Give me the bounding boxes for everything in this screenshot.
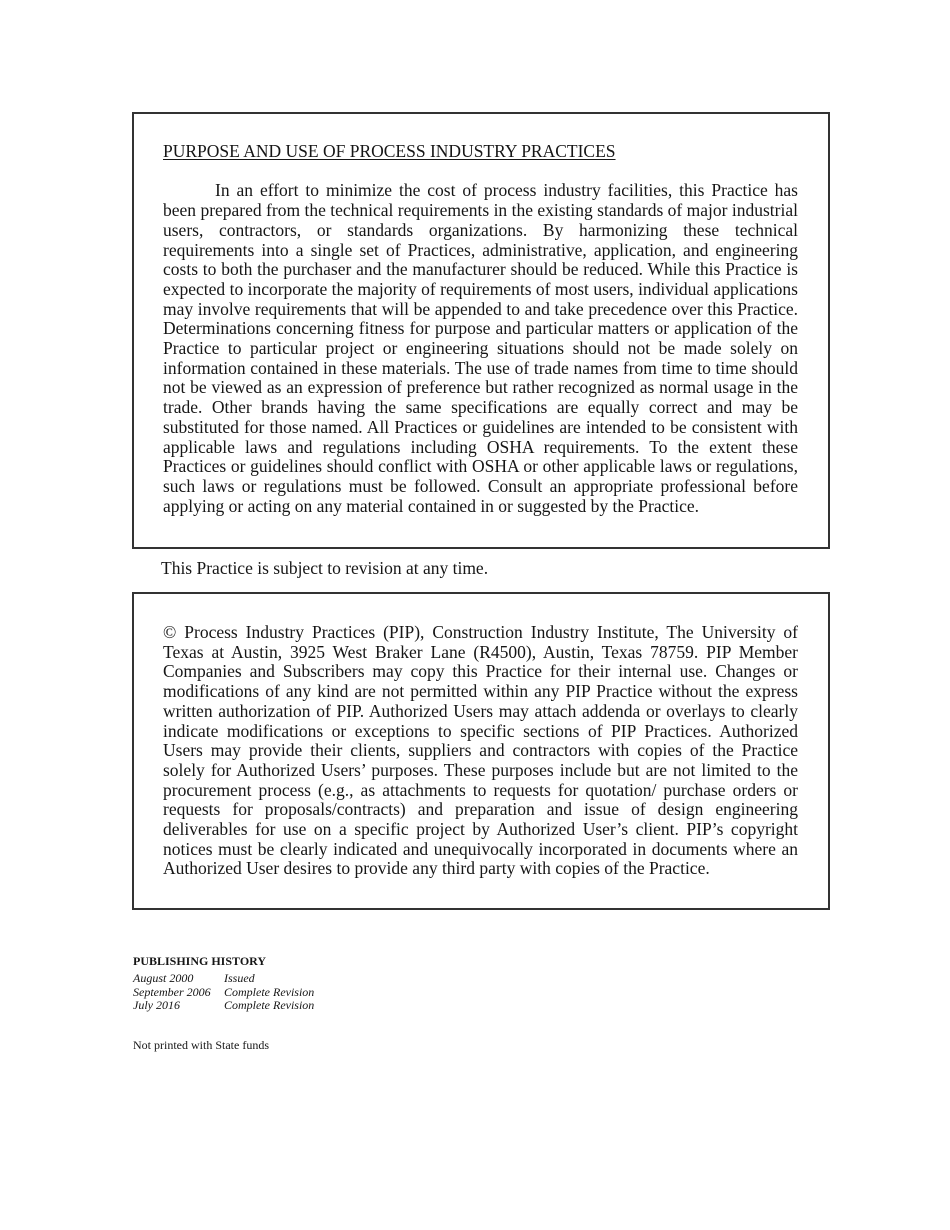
publishing-history-heading: PUBLISHING HISTORY — [133, 954, 267, 968]
publishing-history-event: Complete Revision — [224, 984, 315, 999]
funding-note: Not printed with State funds — [133, 1038, 269, 1052]
copyright-paragraph: © Process Industry Practices (PIP), Construction Industry Institute, The University of Texas at Austin, 3925 West Braker Lane (R4500), Austin, Texas 78759. PIP Member Companies and Subscribers may copy this Practice for their internal use. Changes or modifications of any kind are not permitted within any PIP Practice without the express written authorization of PIP. Authorized Users may attach addenda or overlays to clearly indicate modifications or exceptions to specific sections of PIP Practices. Authorized Users may provide their clients, suppliers and contractors with copies of the Practice solely for Authorized Users’ purposes. These purposes include but are not limited to the procurement process (e.g., as attachments to requests for quotation/ purchase orders or requests for proposals/contracts) and preparation and issue of design engineering deliverables for use on a specific project by Authorized User’s client. PIP’s copyright notices must be clearly indicated and unequivocally incorporated in documents where an Authorized User desires to provide any third party with copies of the Practice. — [163, 622, 798, 879]
publishing-history-event: Complete Revision — [224, 998, 315, 1013]
publishing-history-row — [133, 972, 314, 985]
purpose-paragraph: In an effort to minimize the cost of process industry facilities, this Practice has been prepared from the technical requirements in the existing standards of major industrial users, contractors, or standards organizations. By harmonizing these technical requirements into a single set of Practices, administrative, application, and engineering costs to both the purchaser and the manufacturer should be reduced. While this Practice is expected to incorporate the majority of requirements of most users, individual applications may involve requirements that will be appended to and take precedence over this Practice. Determinations concerning fitness for purpose and particular matters or application of the Practice to particular project or engineering situations should not be made solely on information contained in these materials. The use of trade names from time to time should not be viewed as an expression of preference but rather recognized as normal usage in the trade. Other brands having the same specifications are equally correct and may be substituted for those named. All Practices or guidelines are intended to be consistent with applicable laws and regulations including OSHA requirements. To the extent these Practices or guidelines should conflict with OSHA or other applicable laws or regulations, such laws or regulations must be followed. Consult an appropriate professional before applying or acting on any material contained in or suggested by the Practice. — [163, 180, 798, 516]
purpose-box — [132, 112, 830, 549]
publishing-history-section — [133, 955, 314, 1013]
publishing-history-date: July 2016 — [133, 998, 180, 1013]
purpose-heading: PURPOSE AND USE OF PROCESS INDUSTRY PRACTICES — [163, 141, 616, 161]
revision-note: This Practice is subject to revision at any time. — [161, 558, 489, 578]
publishing-history-row — [133, 986, 314, 999]
publishing-history-event: Issued — [224, 971, 255, 986]
copyright-box — [132, 592, 830, 910]
publishing-history-date: September 2006 — [133, 984, 211, 999]
publishing-history-row — [133, 999, 314, 1012]
publishing-history-date: August 2000 — [133, 971, 194, 986]
